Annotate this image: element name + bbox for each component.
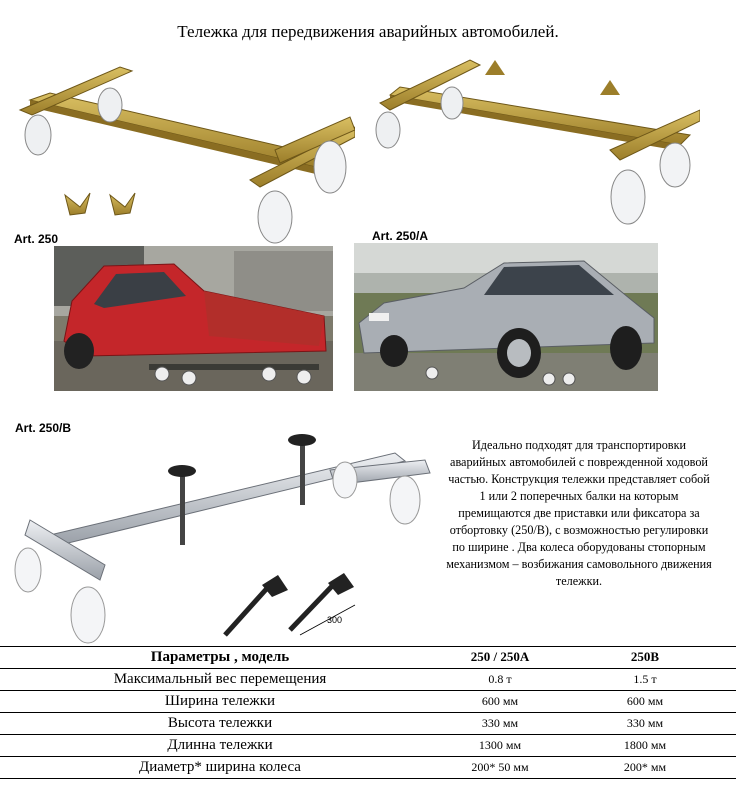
params-header-model-1: 250 / 250A <box>470 649 530 664</box>
params-header-model-2: 250B <box>630 649 660 664</box>
param-label: Длинна тележки <box>167 737 273 753</box>
photo-red-car <box>54 246 333 391</box>
param-value-2: 200* мм <box>623 760 667 774</box>
dimension-label: 300 <box>327 615 343 625</box>
param-value-1: 1300 мм <box>478 738 522 752</box>
art-label-250a: Art. 250/A <box>372 229 429 243</box>
param-value-2: 1.5 т <box>633 672 657 686</box>
dolly-250a-image <box>370 55 700 230</box>
param-value-1: 600 мм <box>481 694 519 708</box>
description-text: Идеально подходят для транспортировки аварийных автомобилей с поврежденной ходовой частью. Конструкция тележки представляет собой 1 или 2 поперечных балки на которым премищаются две приставки или фиксатора за отбортовку (250/B), с возможностью регулировки по ширине . Два колеса оборудованы стопорным механизмом – возбижания самовольного движения тележки. <box>446 438 712 588</box>
param-value-1: 330 мм <box>481 716 519 730</box>
param-value-2: 1800 мм <box>623 738 667 752</box>
param-value-2: 600 мм <box>626 694 664 708</box>
params-row <box>0 690 736 712</box>
params-row <box>0 668 736 690</box>
art-label-250: Art. 250 <box>14 232 59 246</box>
photo-silver-car <box>354 243 658 391</box>
param-value-2: 330 мм <box>626 716 664 730</box>
param-value-1: 0.8 т <box>488 672 512 686</box>
params-header-row <box>0 646 736 668</box>
params-header-label: Параметры , модель <box>150 649 290 665</box>
param-label: Диаметр* ширина колеса <box>139 759 301 775</box>
page-title: Тележка для передвижения аварийных автомобилей. <box>177 22 559 41</box>
params-row <box>0 712 736 734</box>
art-label-250b: Art. 250/B <box>15 421 72 435</box>
dolly-250b-image <box>10 425 440 645</box>
param-label: Ширина тележки <box>164 693 276 709</box>
param-value-1: 200* 50 мм <box>471 760 529 774</box>
params-row <box>0 734 736 756</box>
params-row <box>0 756 736 778</box>
param-label: Максимальный вес перемещения <box>113 671 327 687</box>
param-label: Высота тележки <box>167 715 273 731</box>
dolly-250-image <box>10 55 355 245</box>
